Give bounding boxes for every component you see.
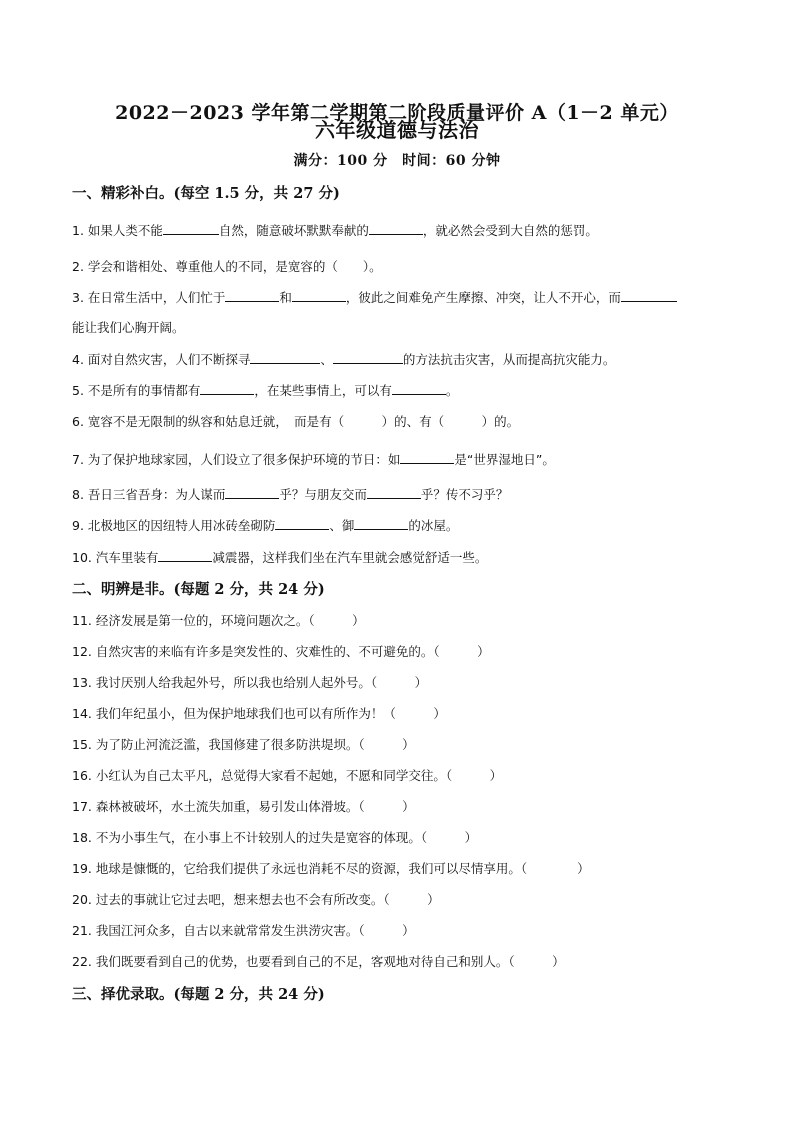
question-6: 6. 宽容不是无限制的纵容和姑息迁就， 而是有（ ）的、有（ ）的。 — [72, 414, 520, 429]
question-11: 11. 经济发展是第一位的，环境问题次之。（ ） — [72, 613, 365, 628]
question-21: 21. 我国江河众多，自古以来就常常发生洪涝灾害。（ ） — [72, 923, 415, 938]
question-5: 5. 不是所有的事情都有 ，在某些事情上，可以有 。 — [72, 383, 459, 398]
answer-blank[interactable] — [400, 450, 454, 464]
answer-blank[interactable] — [225, 288, 279, 302]
question-3-continued: 能让我们心胸开阔。 — [72, 320, 185, 335]
exam-info: 满分：100 分 时间：60 分钟 — [293, 153, 501, 169]
answer-blank[interactable] — [354, 516, 408, 530]
question-12: 12. 自然灾害的来临有许多是突发性的、灾难性的、不可避免的。（ ） — [72, 644, 490, 659]
section1-heading: 一、精彩补白。(每空 1.5 分，共 27 分) — [72, 185, 340, 202]
question-8: 8. 吾日三省吾身：为人谋而 乎？与朋友交而 乎？传不习乎？ — [72, 487, 509, 502]
exam-subtitle: 六年级道德与法治 — [315, 118, 479, 142]
question-10: 10. 汽车里装有 减震器，这样我们坐在汽车里就会感觉舒适一些。 — [72, 550, 488, 565]
answer-blank[interactable] — [225, 485, 279, 499]
answer-blank[interactable] — [621, 288, 677, 302]
answer-blank[interactable] — [275, 516, 329, 530]
answer-blank[interactable] — [292, 288, 346, 302]
question-16: 16. 小红认为自己太平凡，总觉得大家看不起她，不愿和同学交往。（ ） — [72, 768, 503, 783]
question-17: 17. 森林被破坏，水土流失加重，易引发山体滑坡。（ ） — [72, 799, 415, 814]
answer-blank[interactable] — [369, 221, 423, 235]
question-3: 3. 在日常生活中，人们忙于 和 ，彼此之间难免产生摩擦、冲突，让人不开心，而 — [72, 288, 677, 306]
answer-blank[interactable] — [200, 381, 254, 395]
section2-heading: 二、明辨是非。(每题 2 分，共 24 分) — [72, 581, 325, 598]
section3-heading: 三、择优录取。(每题 2 分，共 24 分) — [72, 986, 325, 1003]
answer-blank[interactable] — [367, 485, 421, 499]
question-2: 2. 学会和谐相处、尊重他人的不同，是宽容的（ ）。 — [72, 259, 382, 274]
question-19: 19. 地球是慷慨的，它给我们提供了永远也消耗不尽的资源，我们可以尽情享用。（ ） — [72, 861, 590, 876]
question-18: 18. 不为小事生气，在小事上不计较别人的过失是宽容的体现。（ ） — [72, 830, 478, 845]
question-14: 14. 我们年纪虽小，但为保护地球我们也可以有所作为！（ ） — [72, 706, 446, 721]
answer-blank[interactable] — [392, 381, 446, 395]
question-13: 13. 我讨厌别人给我起外号，所以我也给别人起外号。（ ） — [72, 675, 428, 690]
question-1: 1. 如果人类不能 自然，随意破坏默默奉献的 ，就必然会受到大自然的惩罚。 — [72, 223, 598, 238]
question-15: 15. 为了防止河流泛滥，我国修建了很多防洪堤坝。（ ） — [72, 737, 415, 752]
answer-blank[interactable] — [250, 350, 320, 364]
question-20: 20. 过去的事就让它过去吧，想来想去也不会有所改变。（ ） — [72, 892, 440, 907]
question-9: 9. 北极地区的因纽特人用冰砖垒砌防 、御 的冰屋。 — [72, 518, 459, 533]
question-7: 7. 为了保护地球家园，人们设立了很多保护环境的节日：如 是“世界湿地日”。 — [72, 452, 555, 467]
question-22: 22. 我们既要看到自己的优势，也要看到自己的不足，客观地对待自己和别人。（ ） — [72, 954, 565, 969]
answer-blank[interactable] — [163, 221, 219, 235]
exam-title: 2022－2023 学年第二学期第二阶段质量评价 A（1－2 单元） — [115, 102, 679, 124]
answer-blank[interactable] — [158, 548, 212, 562]
question-4: 4. 面对自然灾害，人们不断探寻 、 的方法抗击灾害，从而提高抗灾能力。 — [72, 352, 616, 367]
answer-blank[interactable] — [333, 350, 403, 364]
